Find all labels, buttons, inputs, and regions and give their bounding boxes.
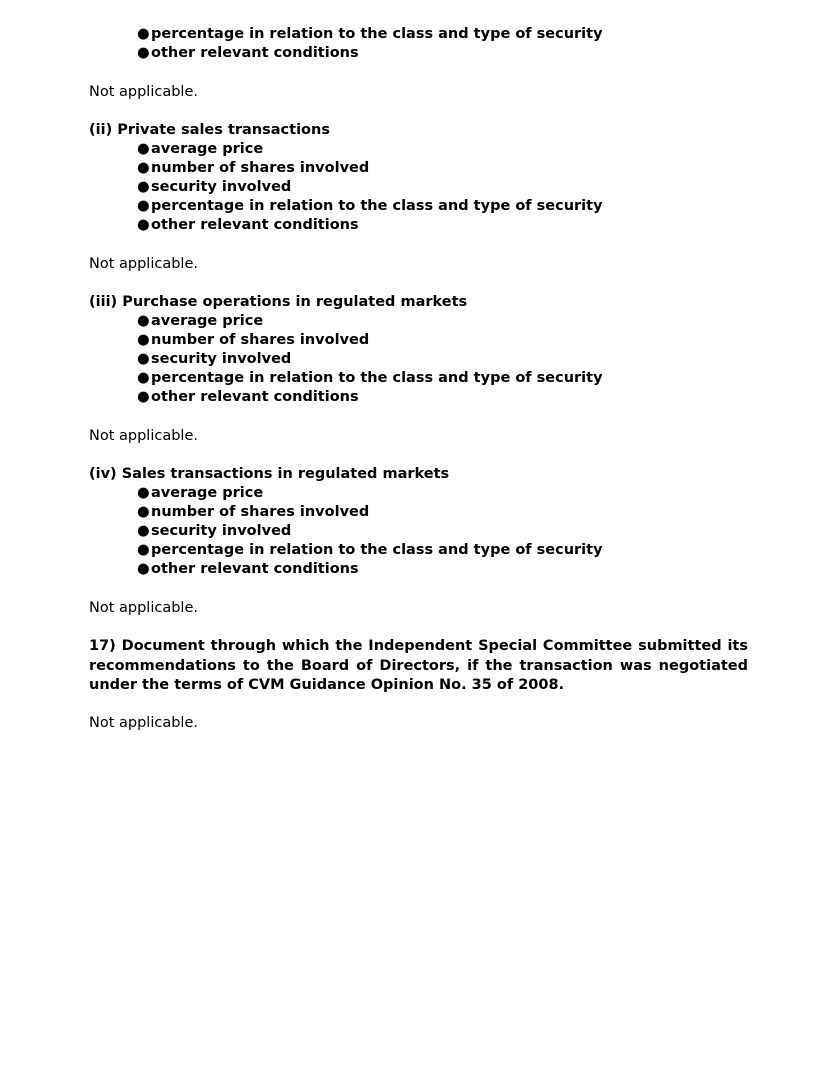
bullet-icon: ● xyxy=(137,217,150,233)
bullet-icon: ● xyxy=(137,45,150,61)
bullet-item: ●security involved xyxy=(137,523,292,539)
bullet-icon: ● xyxy=(137,370,150,386)
bullet-item: ●percentage in relation to the class and type of security xyxy=(137,198,603,214)
bullet-item: ●other relevant conditions xyxy=(137,389,359,405)
bullet-icon: ● xyxy=(137,141,150,157)
bullet-item: ●other relevant conditions xyxy=(137,217,359,233)
bullet-item: ●other relevant conditions xyxy=(137,45,359,61)
bullet-item: ●percentage in relation to the class and type of security xyxy=(137,542,603,558)
not-applicable-note: Not applicable. xyxy=(89,428,198,444)
bullet-item: ●number of shares involved xyxy=(137,332,370,348)
not-applicable-note: Not applicable. xyxy=(89,256,198,272)
section-heading-iii: (iii) Purchase operations in regulated markets xyxy=(89,294,468,310)
item-17-paragraph: 17) Document through which the Independent Special Committee submitted its recommendations to the Board of Directors, if the transaction was negotiated under the terms of CVM Guidance Opinion No. 35 of 2008. xyxy=(89,638,748,693)
section-heading-iv: (iv) Sales transactions in regulated markets xyxy=(89,466,450,482)
not-applicable-note: Not applicable. xyxy=(89,715,198,731)
bullet-item: ●security involved xyxy=(137,179,292,195)
bullet-icon: ● xyxy=(137,523,150,539)
bullet-item: ●number of shares involved xyxy=(137,504,370,520)
bullet-icon: ● xyxy=(137,160,150,176)
bullet-item: ●number of shares involved xyxy=(137,160,370,176)
bullet-icon: ● xyxy=(137,198,150,214)
bullet-icon: ● xyxy=(137,313,150,329)
section-heading-ii: (ii) Private sales transactions xyxy=(89,122,330,138)
bullet-icon: ● xyxy=(137,561,150,577)
bullet-icon: ● xyxy=(137,332,150,348)
not-applicable-note: Not applicable. xyxy=(89,600,198,616)
bullet-item: ●other relevant conditions xyxy=(137,561,359,577)
bullet-item: ●average price xyxy=(137,485,264,501)
bullet-item: ●percentage in relation to the class and type of security xyxy=(137,26,603,42)
not-applicable-note: Not applicable. xyxy=(89,84,198,100)
bullet-icon: ● xyxy=(137,485,150,501)
bullet-item: ●average price xyxy=(137,141,264,157)
bullet-icon: ● xyxy=(137,504,150,520)
bullet-icon: ● xyxy=(137,179,150,195)
bullet-item: ●percentage in relation to the class and type of security xyxy=(137,370,603,386)
bullet-icon: ● xyxy=(137,389,150,405)
bullet-icon: ● xyxy=(137,542,150,558)
bullet-icon: ● xyxy=(137,26,150,42)
bullet-icon: ● xyxy=(137,351,150,367)
bullet-item: ●security involved xyxy=(137,351,292,367)
bullet-item: ●average price xyxy=(137,313,264,329)
